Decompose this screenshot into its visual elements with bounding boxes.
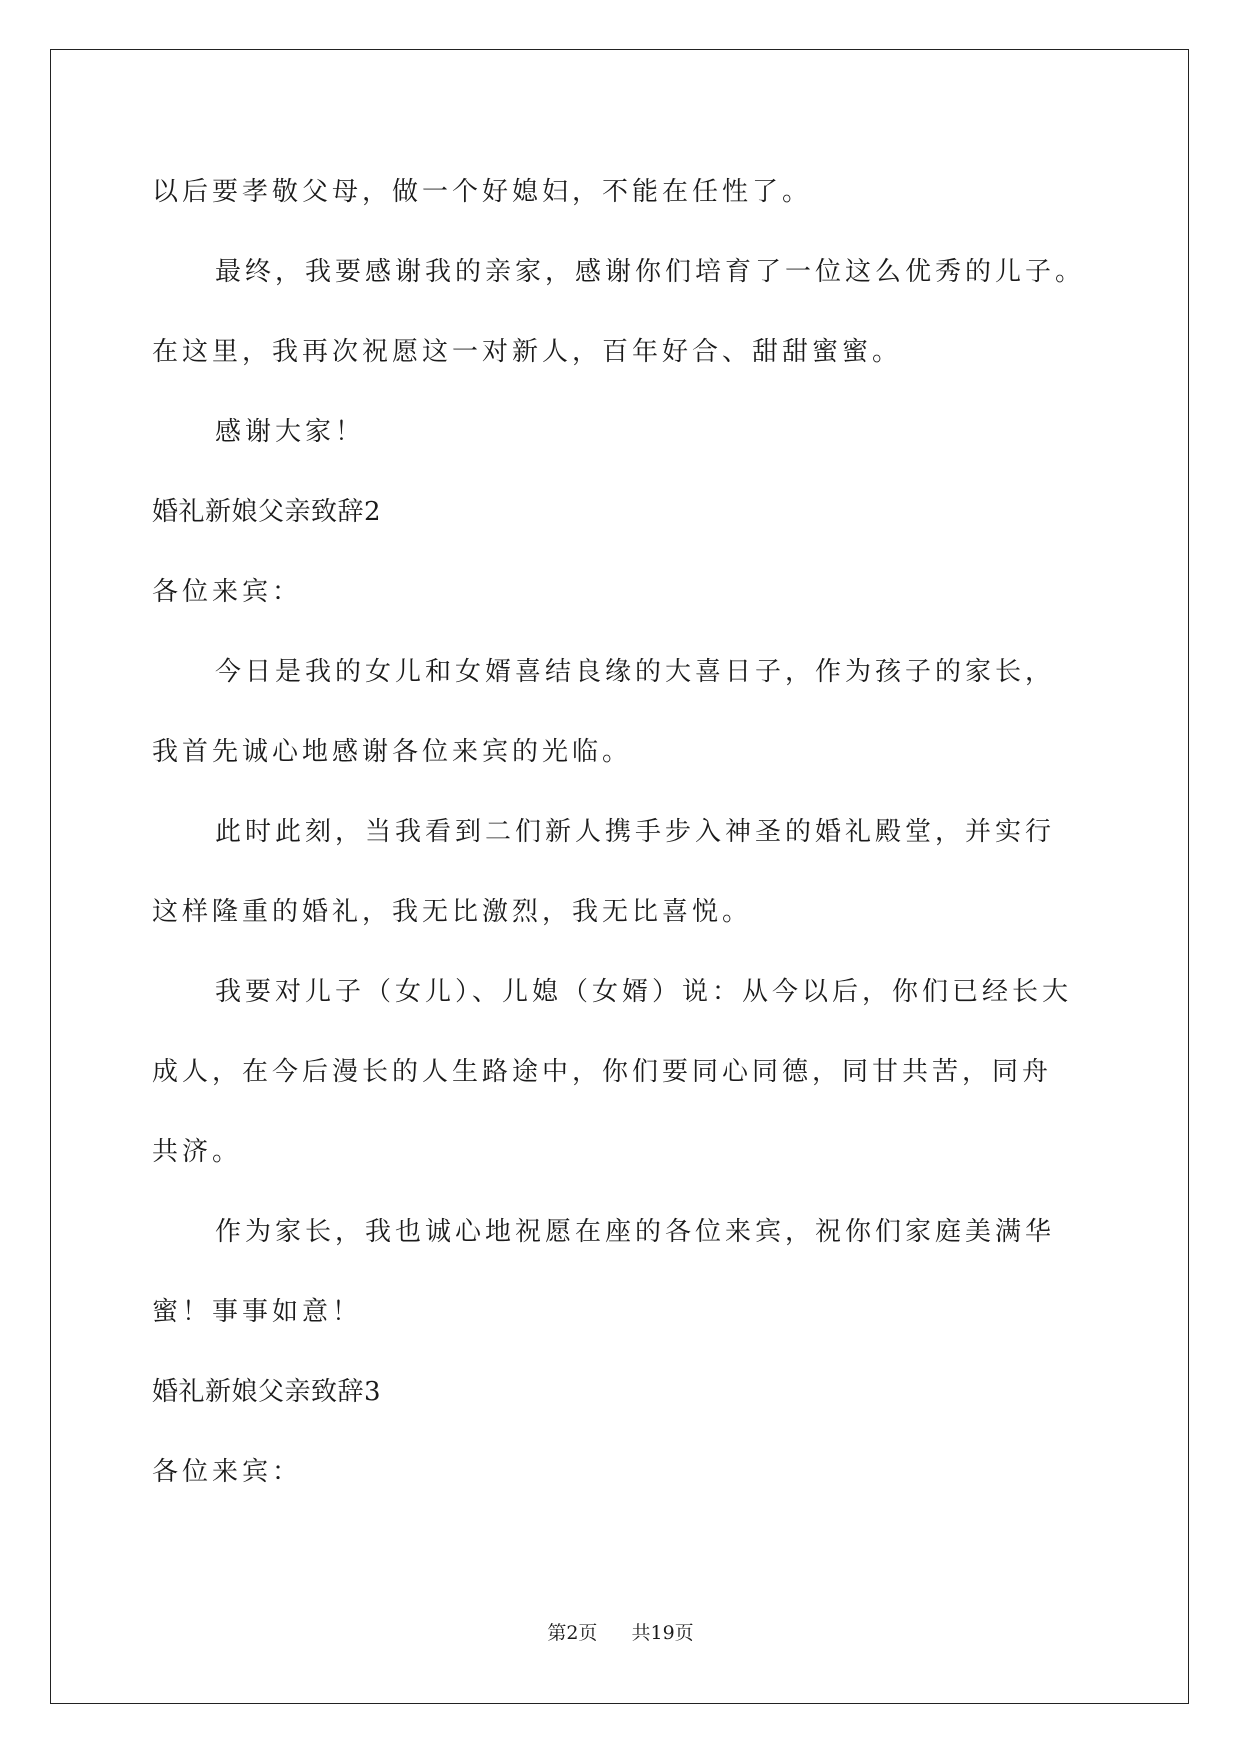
body-line: 共济。 xyxy=(152,1137,243,1167)
body-line: 今日是我的女儿和女婿喜结良缘的大喜日子，作为孩子的家长， xyxy=(215,657,1056,687)
body-line: 最终，我要感谢我的亲家，感谢你们培育了一位这么优秀的儿子。 xyxy=(215,257,1086,287)
body-line: 作为家长，我也诚心地祝愿在座的各位来宾，祝你们家庭美满华 xyxy=(215,1217,1056,1247)
body-line: 此时此刻，当我看到二们新人携手步入神圣的婚礼殿堂，并实行 xyxy=(215,817,1056,847)
body-line: 在这里，我再次祝愿这一对新人，百年好合、甜甜蜜蜜。 xyxy=(152,337,903,367)
body-line: 蜜！事事如意！ xyxy=(152,1297,363,1327)
body-line: 成人，在今后漫长的人生路途中，你们要同心同德，同甘共苦，同舟 xyxy=(152,1057,1053,1087)
body-line: 感谢大家！ xyxy=(215,417,366,447)
salutation: 各位来宾： xyxy=(152,1457,303,1487)
body-line: 这样隆重的婚礼，我无比激烈，我无比喜悦。 xyxy=(152,897,753,927)
page-footer xyxy=(0,1621,1241,1645)
salutation: 各位来宾： xyxy=(152,577,303,607)
page-number: 第2页 xyxy=(547,1622,598,1644)
body-line: 以后要孝敬父母，做一个好媳妇，不能在任性了。 xyxy=(152,177,813,207)
section-heading: 婚礼新娘父亲致辞3 xyxy=(152,1377,382,1407)
body-line: 我要对儿子（女儿）、儿媳（女婿）说：从今以后，你们已经长大 xyxy=(215,977,1073,1007)
page-total: 共19页 xyxy=(631,1622,694,1644)
body-line: 我首先诚心地感谢各位来宾的光临。 xyxy=(152,737,633,767)
section-heading: 婚礼新娘父亲致辞2 xyxy=(152,497,382,527)
